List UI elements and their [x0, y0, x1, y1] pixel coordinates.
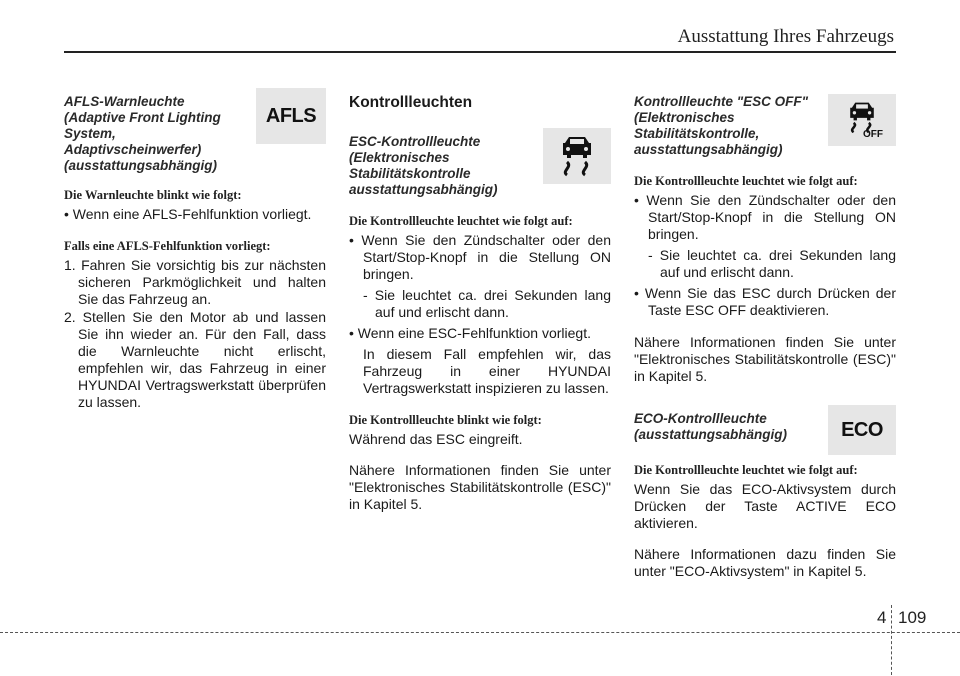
esc-off-title — [634, 94, 812, 158]
afls-title-line: (Adaptive Front Lighting — [64, 110, 221, 125]
list-item: • Wenn Sie das ESC durch Drücken der Taste ESC OFF deaktivieren. — [634, 285, 896, 318]
column-afls — [64, 94, 326, 412]
list-item: • Wenn Sie den Zündschalter oder den Start/Stop-Knopf in die Stellung ON bringen. — [634, 192, 896, 242]
eco-icon — [828, 405, 896, 455]
afls-sec2-list — [64, 257, 326, 411]
esc-off-title-line: Stabilitätskontrolle, — [634, 126, 760, 141]
esc-off-sec1-list-2 — [634, 285, 896, 319]
list-item: 1. Fahren Sie vorsichtig bis zur nächsten sicheren Parkmöglichkeit und halten Sie das Fahrzeug an. — [64, 257, 326, 307]
afls-icon — [256, 88, 326, 144]
list-item: • Wenn eine ESC-Fehlfunktion vorliegt. — [349, 325, 591, 341]
eco-icon-label: ECO — [841, 418, 883, 441]
esc-sec2-heading: Die Kontrollleuchte blinkt wie folgt: — [349, 413, 542, 427]
esc-title — [349, 134, 527, 198]
list-item: • Wenn Sie den Zündschalter oder den Start/Stop-Knopf in die Stellung ON bringen. — [349, 232, 611, 282]
afls-title-line: AFLS-Warnleuchte — [64, 94, 185, 109]
esc-sec1-heading: Die Kontrollleuchte leuchtet wie folgt auf: — [349, 214, 573, 228]
indented-text: In diesem Fall empfehlen wir, das Fahrzeug in einer HYUNDAI Vertragswerkstatt inspizieren zu lassen. — [363, 346, 611, 396]
column-esc-off-eco — [634, 94, 896, 580]
column-esc — [349, 94, 611, 513]
esc-sec1-list — [349, 232, 611, 283]
paragraph: Nähere Informationen dazu finden Sie unter "ECO-Aktivsystem" in Kapitel 5. — [634, 546, 896, 579]
afls-title-line: System, — [64, 126, 116, 141]
footer-separator — [891, 605, 892, 675]
list-item: • Wenn eine AFLS-Fehlfunktion vorliegt. — [64, 206, 312, 222]
esc-indicator-header — [349, 134, 611, 200]
esc-off-title-line: Kontrollleuchte "ESC OFF" — [634, 94, 809, 109]
esc-sec1-list-2 — [349, 325, 611, 342]
sub-item: - Sie leuchtet ca. drei Sekunden lang auf und erlischt dann. — [648, 247, 896, 280]
eco-title-line: (ausstattungsabhängig) — [634, 427, 788, 442]
afls-icon-label: AFLS — [265, 104, 317, 127]
afls-sec2-heading: Falls eine AFLS-Fehlfunktion vorliegt: — [64, 239, 271, 253]
page-number: 109 — [898, 608, 927, 627]
eco-title — [634, 411, 812, 443]
chapter-number: 4 — [877, 608, 887, 627]
eco-indicator-header — [634, 411, 896, 459]
header-rule — [64, 51, 896, 53]
section-heading: Kontrollleuchten — [349, 94, 473, 111]
off-label: OFF — [863, 128, 883, 140]
esc-off-indicator-header — [634, 94, 896, 160]
paragraph: Während das ESC eingreift. — [349, 431, 523, 447]
esc-off-title-line: (Elektronisches — [634, 110, 735, 125]
list-item: 2. Stellen Sie den Motor ab und lassen Sie ihn wieder an. Für den Fall, dass die Warnleuchte nicht erlischt, empfehlen wir, das Fahrzeug in einer HYUNDAI Vertragswerkstatt überprüfen zu lassen. — [64, 309, 326, 410]
afls-sec1-heading: Die Warnleuchte blinkt wie folgt: — [64, 188, 242, 202]
esc-off-sec1-list — [634, 192, 896, 243]
paragraph: Nähere Informationen finden Sie unter "Elektronisches Stabilitätskontrolle (ESC)" in Kapitel 5. — [634, 334, 896, 384]
esc-off-icon — [828, 94, 896, 146]
esc-off-sec1-heading: Die Kontrollleuchte leuchtet wie folgt auf: — [634, 174, 858, 188]
paragraph: Nähere Informationen finden Sie unter "Elektronisches Stabilitätskontrolle (ESC)" in Kapitel 5. — [349, 462, 611, 512]
esc-title-line: ESC-Kontrollleuchte — [349, 134, 481, 149]
afls-title-line: Adaptivscheinwerfer) — [64, 142, 202, 157]
afls-title-line: (ausstattungsabhängig) — [64, 158, 218, 173]
esc-title-line: Stabilitätskontrolle — [349, 166, 471, 181]
eco-sec-heading: Die Kontrollleuchte leuchtet wie folgt auf: — [634, 463, 858, 477]
paragraph: Wenn Sie das ECO-Aktivsystem durch Drücken der Taste ACTIVE ECO aktivieren. — [634, 481, 896, 531]
afls-indicator-header — [64, 94, 326, 174]
esc-title-line: ausstattungsabhängig) — [349, 182, 498, 197]
esc-skid-car-icon — [543, 128, 611, 184]
eco-title-line: ECO-Kontrollleuchte — [634, 411, 767, 426]
afls-sec1-list — [64, 206, 326, 223]
sub-item: - Sie leuchtet ca. drei Sekunden lang auf und erlischt dann. — [363, 287, 611, 320]
footer-rule — [0, 632, 960, 633]
esc-off-title-line: ausstattungsabhängig) — [634, 142, 783, 157]
afls-title — [64, 94, 242, 174]
header-title: Ausstattung Ihres Fahrzeugs — [677, 26, 894, 47]
esc-title-line: (Elektronisches — [349, 150, 450, 165]
